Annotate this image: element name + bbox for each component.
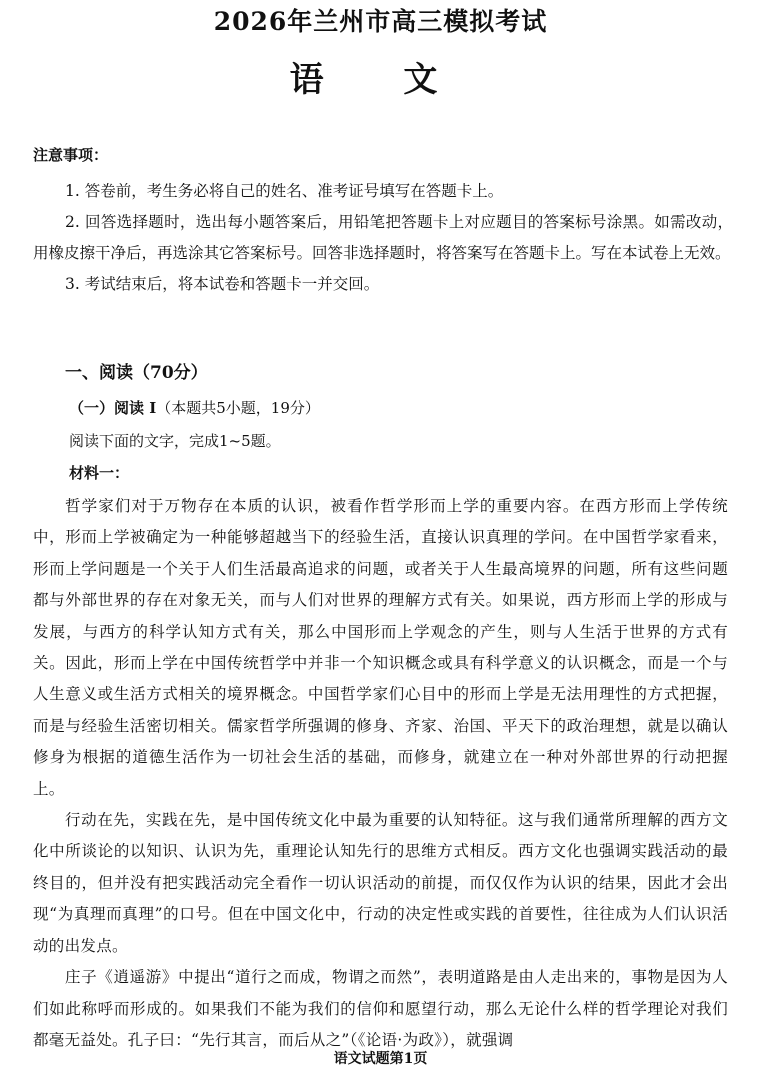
notice-item-3: 3. 考试结束后，将本试卷和答题卡一并交回。 <box>65 275 380 293</box>
reading-subheading <box>69 397 320 418</box>
reading-instruction: 阅读下面的文字，完成1~5题。 <box>69 432 281 450</box>
subject-title: 语 文 <box>289 60 472 100</box>
notice-list <box>33 176 733 300</box>
paragraph-1: 哲学家们对于万物存在本质的认识，被看作哲学形而上学的重要内容。在西方形而上学传统中，形而上学被确定为一种能够超越当下的经验生活，直接认识真理的学问。在中国哲学家看来，形而上学问题是一个关于人们生活最高追求的问题，或者关于人生最高境界的问题，所有这些问题都与外部世界的存在对象无关，而与人们对世界的理解方式有关。如果说，西方形而上学的形成与发展，与西方的科学认知方式有关，那么中国形而上学观念的产生，则与人生活于世界的方式有关。因此，形而上学在中国传统哲学中并非一个知识概念或具有科学意义的认识概念，而是一个与人生意义或生活方式相关的境界概念。中国哲学家们心目中的形而上学是无法用理性的方式把握，而是与经验生活密切相关。儒家哲学所强调的修身、齐家、治国、平天下的政治理想，就是以确认修身为根据的道德生活作为一切社会生活的基础，而修身，就建立在一种对外部世界的行动把握上。 <box>33 497 728 798</box>
material-text <box>33 491 728 1056</box>
page-footer: 语文试题第1页 <box>333 1051 428 1067</box>
reading-subheading-title: （一）阅读 I <box>69 399 157 417</box>
notice-heading: 注意事项： <box>33 146 109 164</box>
notice-item-1: 1. 答卷前，考生务必将自己的姓名、准考证号填写在答题卡上。 <box>65 182 504 200</box>
paragraph-2: 行动在先，实践在先，是中国传统文化中最为重要的认知特征。这与我们通常所理解的西方文化中所谈论的以知识、认识为先，重理论认知先行的思维方式相反。西方文化也强调实践活动的最终目的，但并没有把实践活动完全看作一切认识活动的前提，而仅仅作为认识的结果，因此才会出现“为真理而真理”的口号。但在中国文化中，行动的决定性或实践的首要性，往往成为人们认识活动的出发点。 <box>33 811 728 955</box>
paragraph-3: 庄子《逍遥游》中提出“道行之而成，物谓之而然”，表明道路是由人走出来的，事物是因为人们如此称呼而形成的。如果我们不能为我们的信仰和愿望行动，那么无论什么样的哲学理论对我们都毫无益处。孔子曰：“先行其言，而后从之”（《论语·为政》），就强调 <box>33 968 728 1049</box>
reading-subheading-detail: （本题共5小题，19分） <box>156 399 320 417</box>
material-label: 材料一： <box>69 464 130 482</box>
section-heading: 一、阅读（70分） <box>65 363 208 383</box>
notice-item-2: 2. 回答选择题时，选出每小题答案后，用铅笔把答题卡上对应题目的答案标号涂黑。如需改动，用橡皮擦干净后，再选涂其它答案标号。回答非选择题时，将答案写在答题卡上。写在本试卷上无效。 <box>33 213 733 262</box>
exam-title: 2026年兰州市高三模拟考试 <box>213 7 548 36</box>
